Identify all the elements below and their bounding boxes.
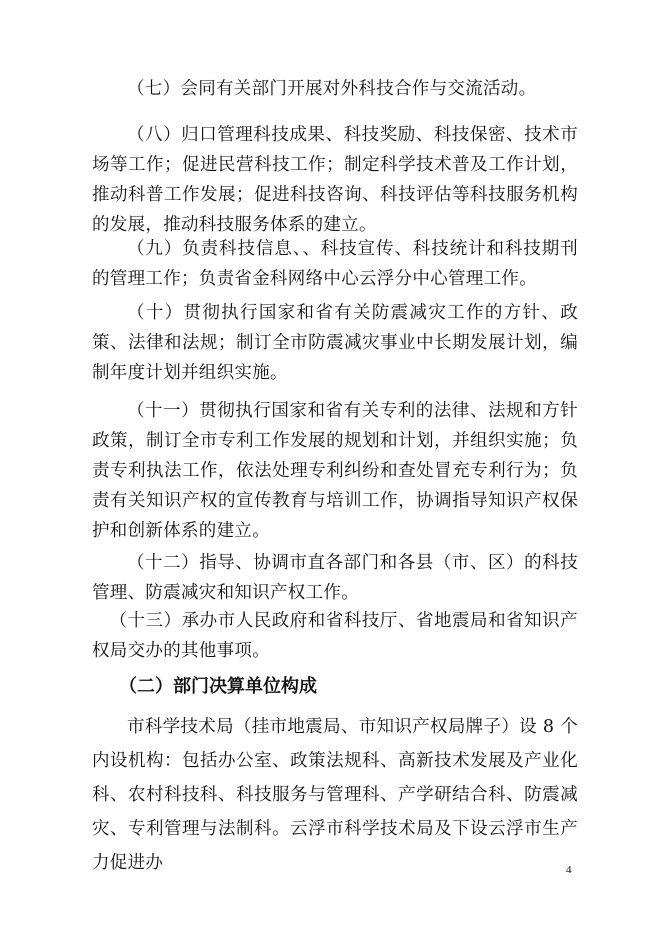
paragraph-item-8: （八）归口管理科技成果、科技奖励、科技保密、技术市场等工作；促进民营科技工作；制定科学技术普及工作计划，推动科普工作发展；促进科技咨询、科技评估等科技服务机构的发展，推动科技服务体系的建立。 bbox=[92, 125, 578, 235]
paragraph-item-12: （十二）指导、协调市直各部门和各县（市、区）的科技管理、防震减灾和知识产权工作。 bbox=[92, 553, 578, 603]
page-number: 4 bbox=[566, 864, 572, 876]
paragraph-item-9: （九）负责科技信息、、科技宣传、科技统计和科技期刊的管理工作；负责省金科网络中心云浮分中心管理工作。 bbox=[92, 239, 578, 289]
paragraph-item-10: （十）贯彻执行国家和省有关防震减灾工作的方针、政策、法律和法规；制订全市防震减灾事业中长期发展计划，编制年度计划并组织实施。 bbox=[92, 303, 578, 383]
paragraph-item-11: （十一）贯彻执行国家和省有关专利的法律、法规和方针政策，制订全市专利工作发展的规划和计划，并组织实施；负责专利执法工作，依法处理专利纠纷和查处冒充专利行为；负责有关知识产权的宣传教育与培训工作，协调指导知识产权保护和创新体系的建立。 bbox=[92, 401, 578, 541]
body-paragraph: 市科学技术局（挂市地震局、市知识产权局牌子）设 8 个内设机构：包括办公室、政策法规科、高新技术发展及产业化科、农村科技科、科技服务与管理科、产学研结合科、防震减灾、专利管理与法制科。云浮市科学技术局及下设云浮市生产力促进办 bbox=[92, 717, 578, 873]
paragraph-item-13: （十三）承办市人民政府和省科技厅、省地震局和省知识产权局交办的其他事项。 bbox=[92, 611, 578, 661]
section-heading: （二）部门决算单位构成 bbox=[119, 676, 317, 697]
paragraph-item-7: （七）会同有关部门开展对外科技合作与交流活动。 bbox=[127, 79, 537, 99]
